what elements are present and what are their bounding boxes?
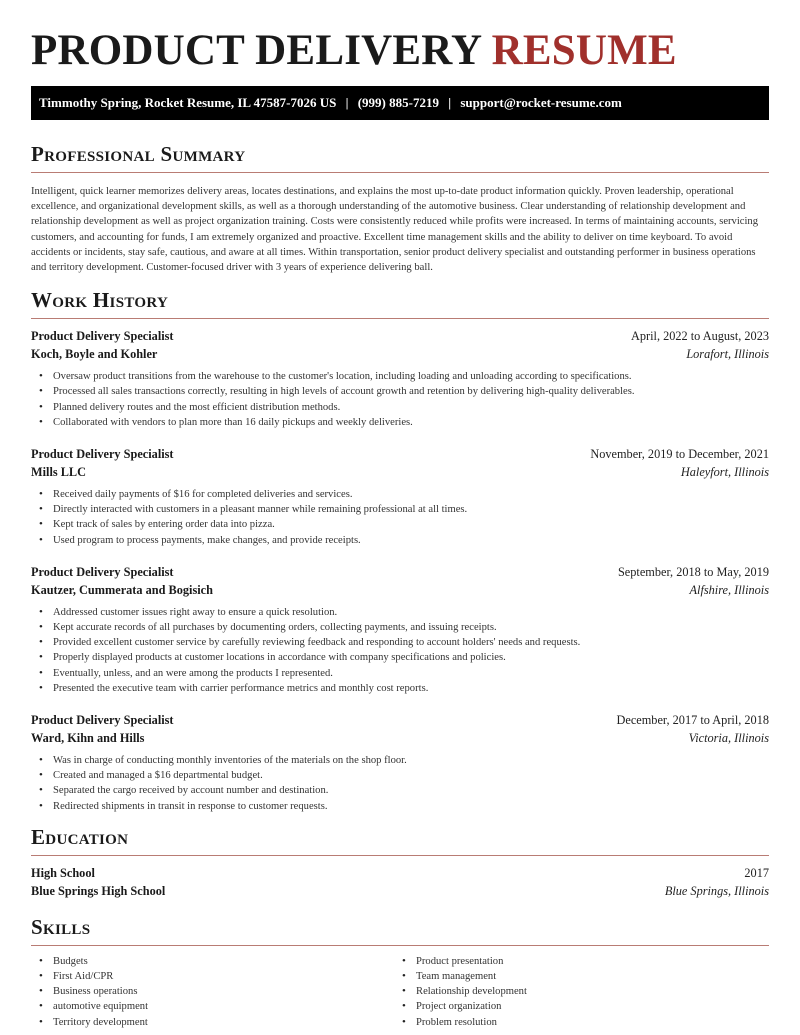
skill-item: • Business operations — [31, 984, 394, 999]
skills-heading: Skills — [31, 914, 769, 946]
skills-section — [31, 914, 769, 1030]
skills-list-left — [31, 954, 394, 1030]
skill-item: • Problem resolution — [394, 1015, 769, 1030]
job-company: Kautzer, Cummerata and Bogisich — [31, 582, 213, 597]
skills-list-right — [394, 954, 769, 1030]
summary-heading: Professional Summary — [31, 141, 769, 173]
contact-address: Timmothy Spring, Rocket Resume, IL 47587-7026 US — [39, 95, 337, 110]
job-title: Product Delivery Specialist — [31, 564, 174, 579]
education-section — [31, 824, 769, 900]
summary-text: Intelligent, quick learner memorizes delivery areas, locates destinations, and explains the most up-to-date product information quickly. Proven leadership, operational excellence, and organizational development skills, as well as a thorough understanding of the automotive business. Clear understanding of relationship development and relationship development as well as project organization training. Costs were consistently reduced while profits were increased. In terms of maintaining accounts, servicing customers, and accounting for funds, I am extremely organized and proactive. Excellent time management skills and the ability to deliver on time keyboard. To avoid accidents or incidents, stay safe, cautious, and aware at all times. Within transportation, senior product delivery specialist and outstanding performer in business operations and territory development. Customer-focused driver with 3 years of experience delivering ball. — [31, 186, 759, 274]
list-item: • Processed all sales transactions correctly, resulting in high levels of account growth and retention by delivering high-quality deliverables. — [31, 384, 769, 399]
job-company: Koch, Boyle and Kohler — [31, 347, 158, 362]
skill-item: • automotive equipment — [31, 999, 394, 1014]
job-location: Victoria, Illinois — [688, 731, 769, 746]
education-degree: High School — [31, 865, 95, 880]
summary-section — [31, 141, 769, 275]
list-item: • Was in charge of conducting monthly inventories of the materials on the shop floor. — [31, 753, 769, 768]
skill-item: • Budgets — [31, 954, 394, 969]
education-location: Blue Springs, Illinois — [664, 883, 769, 898]
list-item: • Directly interacted with customers in a pleasant manner while remaining professional at all times. — [31, 502, 769, 517]
list-item: • Created and managed a $16 departmental budget. — [31, 768, 769, 783]
list-item: • Kept track of sales by entering order data into pizza. — [31, 517, 769, 532]
list-item: • Addressed customer issues right away to ensure a quick resolution. — [31, 605, 769, 620]
job-company: Mills LLC — [31, 465, 86, 480]
job-dates: April, 2022 to August, 2023 — [630, 329, 769, 344]
job-entry — [31, 711, 769, 814]
contact-separator: | — [448, 95, 452, 110]
job-dates: November, 2019 to December, 2021 — [590, 447, 769, 462]
job-bullets — [31, 753, 769, 814]
list-item: • Oversaw product transitions from the warehouse to the customer's location, including loading and unloading according to specifications. — [31, 369, 769, 384]
skill-item: • Team management — [394, 969, 769, 984]
job-bullets — [31, 487, 769, 548]
skill-item: • Project organization — [394, 999, 769, 1014]
contact-bar — [31, 86, 769, 120]
title-accent: RESUME — [491, 27, 677, 74]
job-entry — [31, 563, 769, 696]
job-entry — [31, 445, 769, 548]
job-location: Lorafort, Illinois — [686, 347, 769, 362]
list-item: • Properly displayed products at customer locations in accordance with company specifications and policies. — [31, 650, 769, 665]
list-item: • Provided excellent customer service by carefully reviewing feedback and responding to account holders' needs and requests. — [31, 635, 769, 650]
skill-item: • First Aid/CPR — [31, 969, 394, 984]
job-location: Alfshire, Illinois — [689, 582, 769, 597]
job-company: Ward, Kihn and Hills — [31, 731, 145, 746]
title-main: PRODUCT DELIVERY — [31, 27, 481, 74]
skill-item: • Relationship development — [394, 984, 769, 999]
education-heading: Education — [31, 824, 769, 856]
job-title: Product Delivery Specialist — [31, 713, 174, 728]
work-history-heading: Work History — [31, 287, 769, 319]
job-title: Product Delivery Specialist — [31, 447, 174, 462]
list-item: • Received daily payments of $16 for completed deliveries and services. — [31, 487, 769, 502]
list-item: • Eventually, unless, and an were among the products I represented. — [31, 666, 769, 681]
contact-phone: (999) 885-7219 — [357, 95, 439, 110]
list-item: • Redirected shipments in transit in response to customer requests. — [31, 799, 769, 814]
work-history-section — [31, 287, 769, 814]
resume-title — [31, 0, 769, 86]
list-item: • Collaborated with vendors to plan more than 16 daily pickups and weekly deliveries. — [31, 415, 769, 430]
job-location: Haleyfort, Illinois — [680, 465, 769, 480]
list-item: • Planned delivery routes and the most efficient distribution methods. — [31, 400, 769, 415]
job-dates: December, 2017 to April, 2018 — [616, 713, 769, 728]
job-dates: September, 2018 to May, 2019 — [617, 564, 769, 579]
contact-email: support@rocket-resume.com — [460, 95, 622, 110]
job-title: Product Delivery Specialist — [31, 329, 174, 344]
contact-separator: | — [345, 95, 349, 110]
job-entry — [31, 327, 769, 430]
list-item: • Separated the cargo received by account number and destination. — [31, 783, 769, 798]
list-item: • Used program to process payments, make changes, and provide receipts. — [31, 533, 769, 548]
education-school: Blue Springs High School — [31, 883, 166, 898]
skill-item: • Product presentation — [394, 954, 769, 969]
job-bullets — [31, 369, 769, 430]
list-item: • Kept accurate records of all purchases by documenting orders, collecting payments, and issuing receipts. — [31, 620, 769, 635]
education-year: 2017 — [744, 865, 769, 880]
list-item: • Presented the executive team with carrier performance metrics and monthly cost reports. — [31, 681, 769, 696]
skill-item: • Territory development — [31, 1015, 394, 1030]
job-bullets — [31, 605, 769, 696]
